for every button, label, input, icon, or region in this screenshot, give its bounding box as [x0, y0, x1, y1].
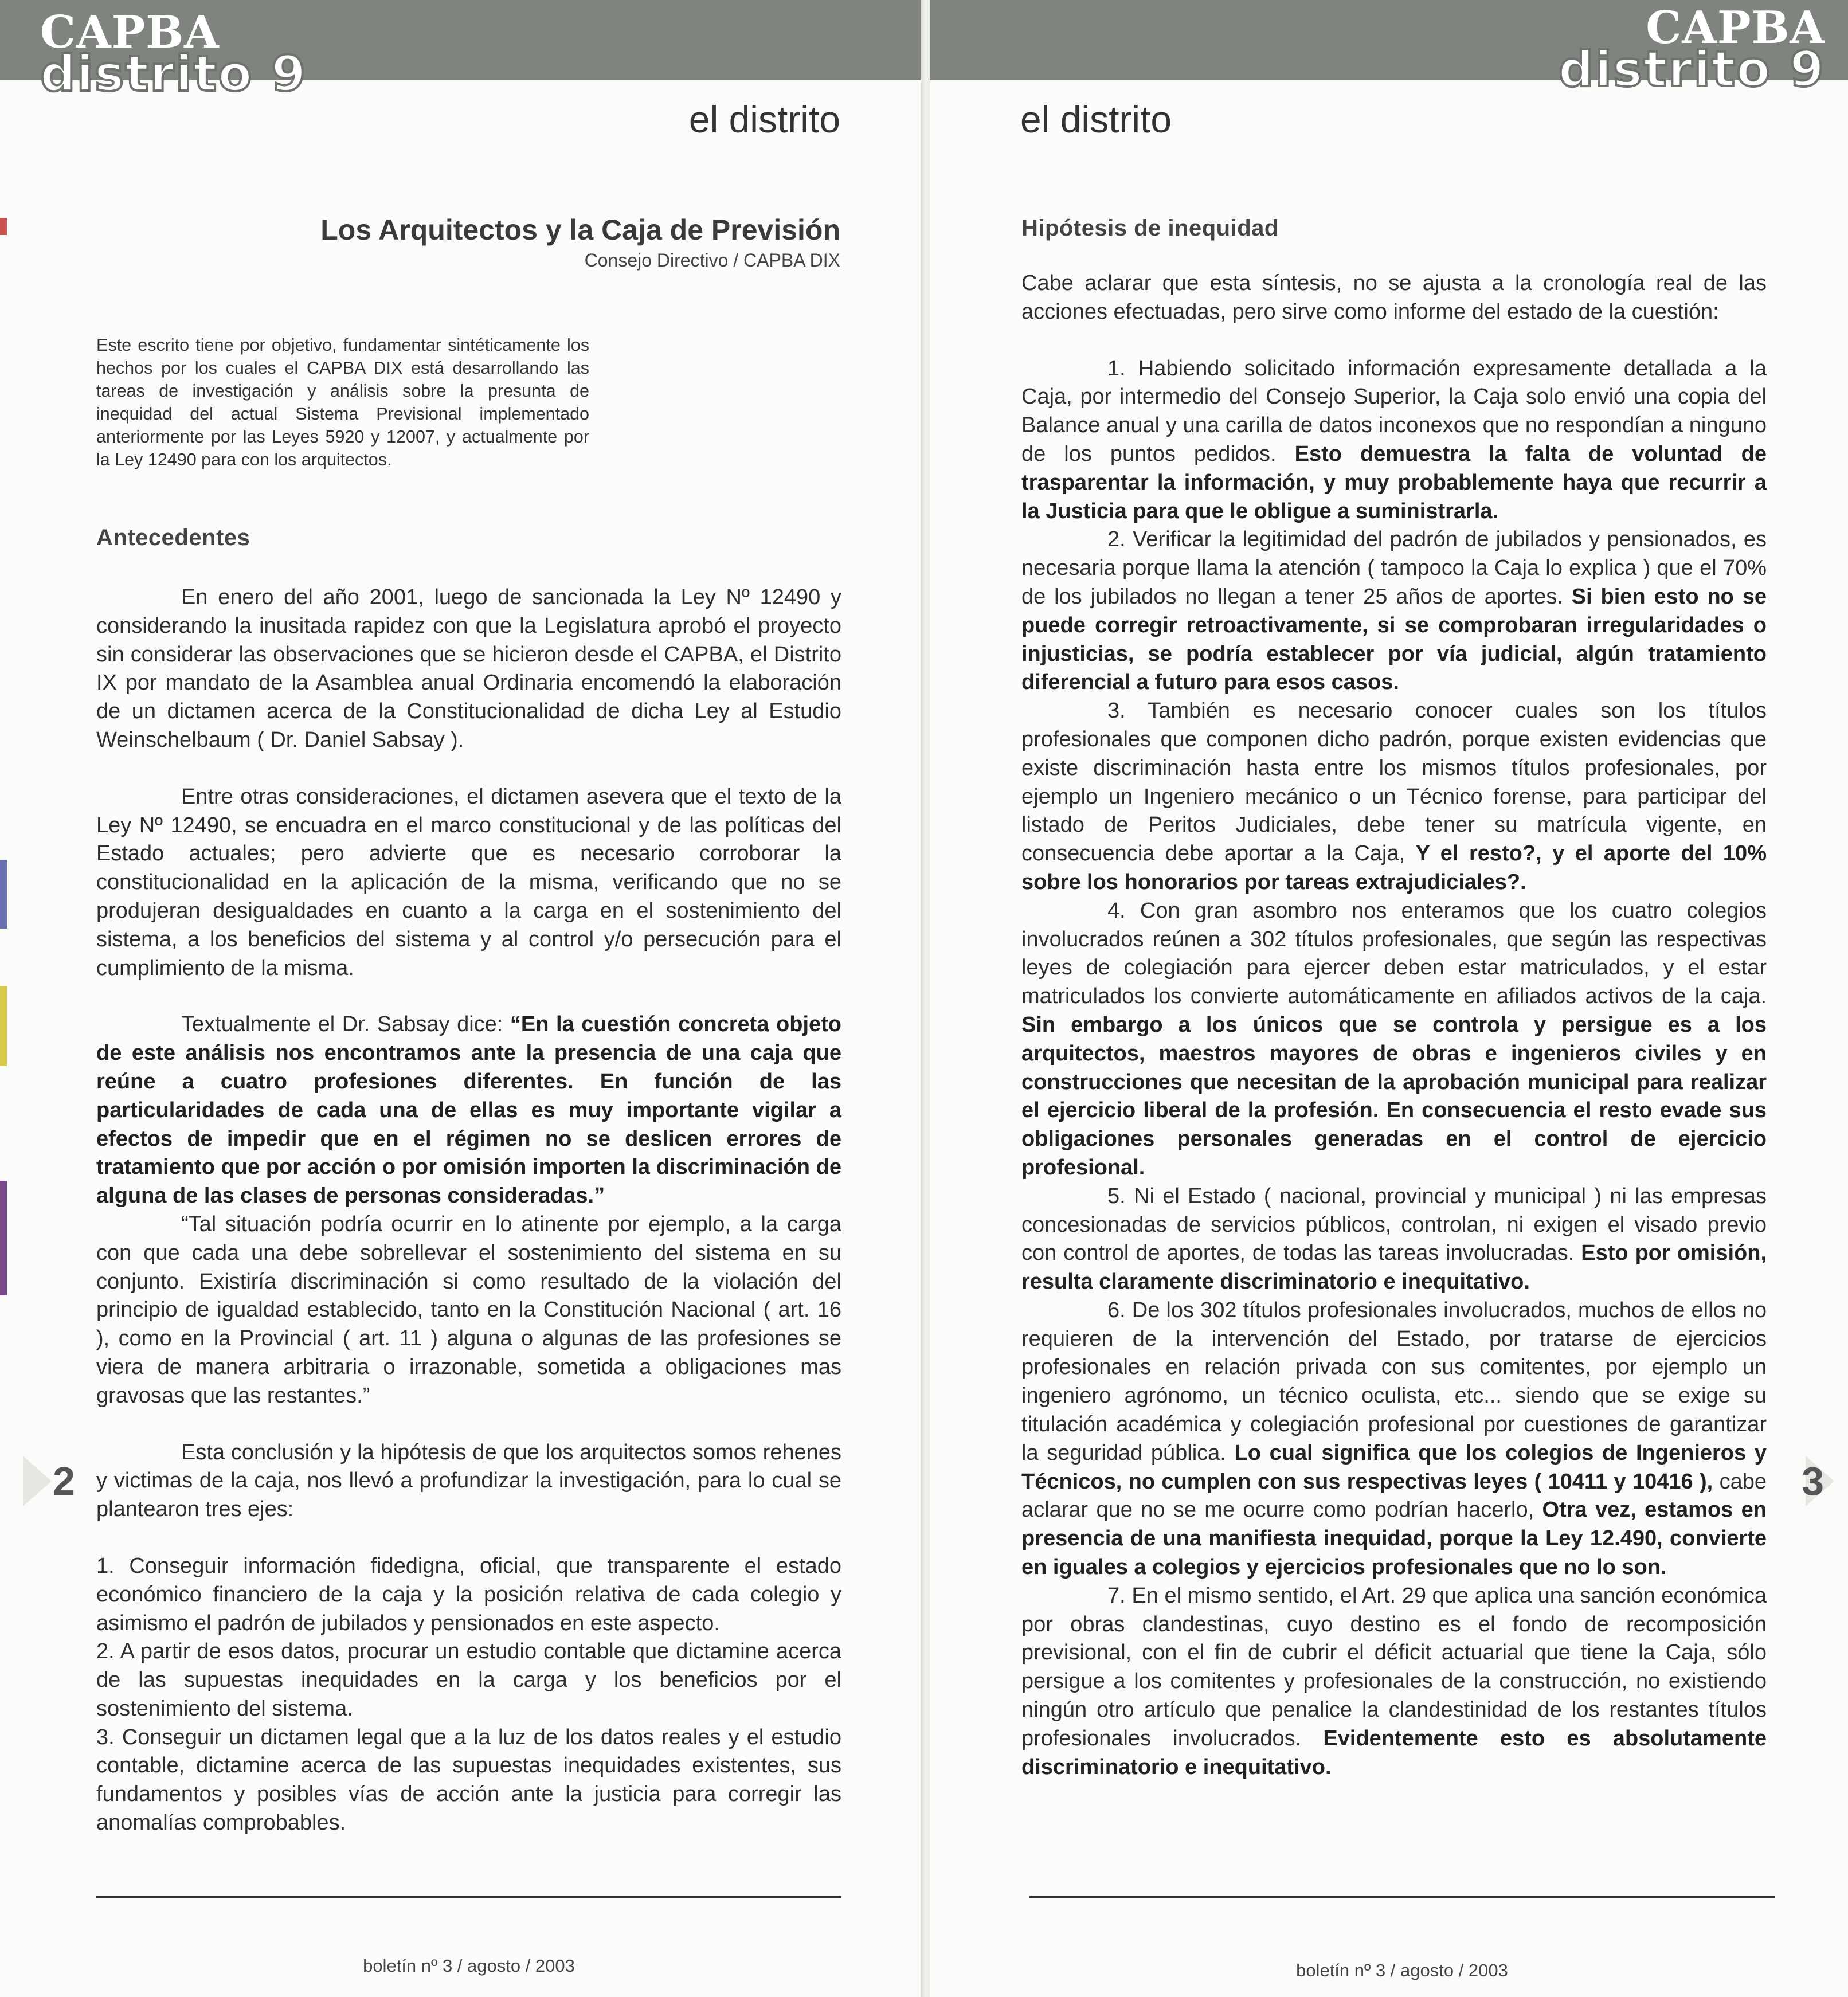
edge-mark	[0, 218, 7, 235]
article-abstract: Este escrito tiene por objetivo, fundamentar sintéticamente los hechos por los cuales el CAPBA DIX está desarrollando las tareas de investigación y análisis sobre la presunta de inequidad del actual Sistema Previsional implementado anteriormente por las Leyes 5920 y 12007, y actualmente por la Ley 12490 para con los arquitectos.	[96, 335, 589, 469]
item-text: Habiendo solicitado información expresamente detallada a la Caja, por intermedio del Consejo Superior, la Caja solo envió una copia del Balance anual y una carilla de datos inconexos que no respondían a ninguno de los puntos pedidos.	[1021, 356, 1767, 466]
page-number: 2	[53, 1459, 75, 1503]
item-bold: Evidentemente esto es absolutamente discriminatorio e inequitativo.	[1021, 1726, 1767, 1779]
paragraph: En enero del año 2001, luego de sancionada la Ley Nº 12490 y considerando la inusitada rapidez con que la Legislatura aprobó el proyecto sin considerar las observaciones que se hicieron desde el CAPBA, el Distrito IX por mandato de la Asamblea anual Ordinaria encomendó la elaboración de un dictamen acerca de la Constitucionalidad de dicha Ley al Estudio Weinschelbaum ( Dr. Daniel Sabsay ).	[96, 585, 841, 752]
list-item	[1021, 1582, 1767, 1782]
edge-mark	[0, 986, 7, 1066]
logo-name: CAPBA	[1646, 2, 1825, 54]
page-number: 3	[1802, 1459, 1824, 1503]
list-item	[1021, 526, 1767, 697]
footer-rule	[96, 1896, 841, 1898]
item-number: 3.	[1107, 699, 1126, 723]
list-item	[1021, 697, 1767, 897]
article-subtitle: Consejo Directivo / CAPBA DIX	[584, 250, 840, 271]
capba-logo	[40, 6, 307, 103]
quote-intro: Textualmente el Dr. Sabsay dice:	[181, 1012, 510, 1037]
item-bold: Esto por omisión, resulta claramente discriminatorio e inequitativo.	[1021, 1241, 1767, 1294]
heading-hipotesis: Hipótesis de inequidad	[1021, 216, 1279, 241]
capba-logo	[1558, 2, 1825, 98]
heading-antecedentes: Antecedentes	[96, 525, 250, 550]
list-text: Conseguir un dictamen legal que a la luz de los datos reales y el estudio contable, dictamine acerca de las supuestas inequidades existentes, sus fundamentos y posibles vías de acción ante la justicia para corregir las anomalías comprobables.	[96, 1725, 841, 1835]
item-text: También es necesario conocer cuales son los títulos profesionales que componen dicho padrón, porque existen evidencias que existe discriminación hasta entre los mismos títulos profesionales, por ejemplo un Ingeniero mecánico o un Técnico forense, para participar del listado de Peritos Judiciales, debe tener su matrícula vigente, en consecuencia debe aportar a la Caja,	[1021, 699, 1767, 866]
list-number: 1.	[96, 1553, 115, 1578]
item-bold: Lo cual significa que los colegios de Ingenieros y Técnicos, no cumplen con sus respectivas leyes ( 10411 y 10416 ),	[1021, 1440, 1767, 1494]
list-item	[1021, 1297, 1767, 1582]
right-page	[930, 0, 1848, 1997]
list-text: A partir de esos datos, procurar un estudio contable que dictamine acerca de las supuestas inequidades en la carga y los beneficios por el sostenimiento del sistema.	[96, 1639, 841, 1721]
item-text: Verificar la legitimidad del padrón de jubilados y pensionados, es necesaria porque llama la atención ( tampoco la Caja lo explica ) que el 70% de los jubilados no llegan a tener 25 años de aportes.	[1021, 527, 1767, 609]
list-item	[1021, 355, 1767, 526]
section-title: el distrito	[688, 98, 840, 140]
paragraph: Esta conclusión y la hipótesis de que los arquitectos somos rehenes y victimas de la caja, nos llevó a profundizar la investigación, para lo cual se plantearon tres ejes:	[96, 1440, 841, 1522]
item-bold: Si bien esto no se puede corregir retroactivamente, si se comprobaran irregularidades o injusticias, se podría establecer por vía judicial, algún tratamiento diferencial a futuro para esos casos.	[1021, 584, 1767, 695]
logo-district: distrito 9	[40, 45, 307, 103]
footer-text: boletín nº 3 / agosto / 2003	[1296, 1960, 1508, 1980]
footer-text: boletín nº 3 / agosto / 2003	[363, 1956, 575, 1976]
axes-list	[96, 1552, 841, 1838]
page-arrow-icon	[23, 1456, 52, 1506]
item-text: De los 302 títulos profesionales involucrados, muchos de ellos no requieren de la intervención del Estado, por tratarse de ejercicios profesionales en relación privada con sus comitentes, por ejemplo un ingeniero agrónomo, un técnico oculista, etc... siendo que se exige su titulación académica y colegiación profesional por cuestiones de garantizar la seguridad pública.	[1021, 1298, 1767, 1465]
list-text: Conseguir información fidedigna, oficial, que transparente el estado económico financiero de la caja y la posición relativa de cada colegio y asimismo el padrón de jubilados y pensionados en este aspecto.	[96, 1553, 841, 1635]
item-bold: Otra vez, estamos en presencia de una manifiesta inequidad, porque la Ley 12.490, convierte en iguales a colegios y ejercicios profesionales que no lo son.	[1021, 1498, 1767, 1580]
item-number: 2.	[1107, 527, 1126, 552]
item-text: Con gran asombro nos enteramos que los cuatro colegios involucrados reúnen a 302 títulos profesionales, que según las respectivas leyes de colegiación para ejercer deben estar matriculados, y el estar matriculados los convierte automáticamente en afiliados activos de la caja.	[1021, 898, 1767, 1009]
edge-mark	[0, 1181, 7, 1295]
list-item	[96, 1638, 841, 1723]
paragraph: “Tal situación podría ocurrir en lo atinente por ejemplo, a la carga con que cada una debe sobrellevar el sostenimiento del sistema en su conjunto. Existiría discriminación si como resultado de la violación del principio de igualdad establecido, tanto en la Constitución Nacional ( art. 16 ), como en la Provincial ( art. 11 ) alguna o algunas de las profesiones se viera de manera arbitraria o irrazonable, sometida a obligaciones mas gravosas que las restantes.”	[96, 1212, 841, 1408]
logo-district: distrito 9	[1558, 41, 1825, 98]
item-number: 7.	[1107, 1583, 1126, 1608]
list-item	[96, 1552, 841, 1638]
item-number: 1.	[1107, 356, 1126, 381]
edge-mark	[0, 860, 7, 929]
item-number: 4.	[1107, 898, 1126, 923]
item-text: Ni el Estado ( nacional, provincial y municipal ) ni las empresas concesionadas de servicios públicos, controlan, ni exigen el visado previo con control de aportes, de todas las tareas involucradas.	[1021, 1184, 1767, 1266]
quote-bold: “En la cuestión concreta objeto de este análisis nos encontramos ante la presencia de una caja que reúne a cuatro profesiones diferentes. En función de las particularidades de cada una de ellas es muy importante vigilar a efectos de impedir que en el régimen no se deslicen errores de tratamiento que por acción o por omisión importen la discriminación de alguna de las clases de personas consideradas.”	[96, 1012, 841, 1208]
section-title: el distrito	[1020, 98, 1172, 140]
hypothesis-list	[1021, 355, 1767, 1782]
paragraph: Cabe aclarar que esta síntesis, no se ajusta a la cronología real de las acciones efectuadas, pero sirve como informe del estado de la cuestión:	[1021, 271, 1767, 324]
list-number: 3.	[96, 1725, 115, 1749]
right-body	[1021, 269, 1767, 1781]
footer-rule	[1029, 1896, 1775, 1898]
item-text: cabe aclarar que no se me ocurre como podrían hacerlo,	[1021, 1469, 1767, 1522]
item-number: 5.	[1107, 1184, 1126, 1208]
item-bold: Esto demuestra la falta de voluntad de trasparentar la información, y muy probablemente haya que recurrir a la Justicia para que le obligue a suministrarla.	[1021, 441, 1767, 523]
item-text: En el mismo sentido, el Art. 29 que aplica una sanción económica por obras clandestinas, cuyo destino es el fondo de recomposición previsional, con el fin de cubrir el déficit actuarial que tiene la Caja, sólo persigue a los comitentes y profesionales de la construcción, no existiendo ningún otro artículo que penalice la clandestinidad de los restantes títulos profesionales involucrados.	[1021, 1583, 1767, 1751]
item-bold: Y el resto?, y el aporte del 10% sobre los honorarios por tareas extrajudiciales?.	[1021, 841, 1767, 894]
paragraph	[96, 1011, 841, 1211]
paragraph: Entre otras consideraciones, el dictamen asevera que el texto de la Ley Nº 12490, se encuadra en el marco constitucional y de las políticas del Estado actuales; pero advierte que es necesario corroborar la constitucionalidad en la aplicación de la misma, verificando que no se produjeran desigualdades en cuanto a la carga en el sostenimiento del sistema, a los beneficios del sistema y al control y/o persecución para el cumplimiento de la misma.	[96, 784, 841, 980]
item-bold: Sin embargo a los únicos que se controla y persigue es a los arquitectos, maestros mayores de obras e ingenieros civiles y en construcciones que necesitan de la aprobación municipal para realizar el ejercicio liberal de la profesión. En consecuencia el resto evade sus obligaciones personales generadas en el control de ejercicio profesional.	[1021, 1012, 1767, 1180]
logo-name: CAPBA	[40, 6, 220, 58]
list-item	[1021, 1182, 1767, 1297]
list-number: 2.	[96, 1639, 115, 1664]
item-number: 6.	[1107, 1298, 1126, 1322]
list-item	[96, 1724, 841, 1838]
left-body	[96, 584, 841, 1838]
article-title: Los Arquitectos y la Caja de Previsión	[320, 214, 840, 246]
list-item	[1021, 897, 1767, 1182]
